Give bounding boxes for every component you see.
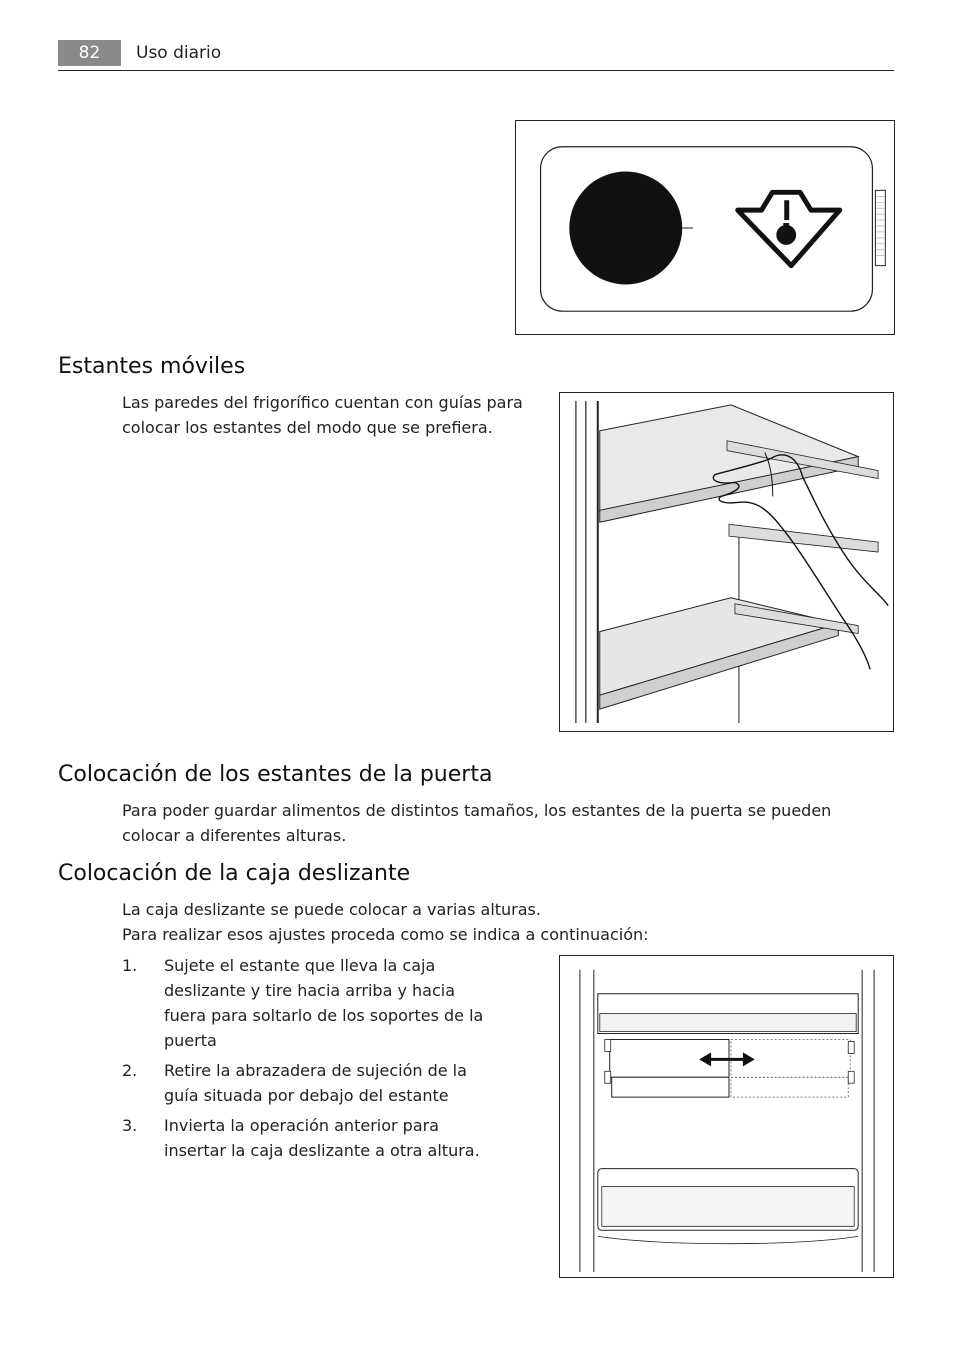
step-number: 3. — [122, 1116, 138, 1135]
control-panel-figure — [515, 120, 895, 335]
section-title-sliding-box: Colocación de la caja deslizante — [58, 861, 411, 886]
sliding-box-intro-1: La caja deslizante se puede colocar a varias alturas. — [122, 900, 541, 919]
shelves-figure — [559, 392, 894, 732]
control-knob — [569, 172, 682, 285]
header-divider — [58, 70, 894, 71]
step-number: 2. — [122, 1061, 138, 1080]
list-item — [122, 953, 502, 1053]
door-shelves-text: Para poder guardar alimentos de distintos tamaños, los estantes de la puerta se pueden colocar a diferentes alturas. — [122, 801, 832, 845]
step-text: Retire la abrazadera de sujeción de la guía situada por debajo del estante — [164, 1061, 467, 1105]
warning-triangle-icon — [738, 192, 840, 265]
shelves-illustration — [560, 393, 893, 731]
list-item — [122, 1113, 502, 1163]
sliding-box-illustration — [560, 956, 893, 1277]
section-title-door-shelves: Colocación de los estantes de la puerta — [58, 762, 493, 787]
page-number: 82 — [58, 40, 121, 66]
movable-shelves-text: Las paredes del frigorífico cuentan con guías para colocar los estantes del modo que se prefiera. — [122, 393, 523, 437]
sliding-box-intro-2: Para realizar esos ajustes proceda como se indica a continuación: — [122, 925, 649, 944]
sliding-box-figure — [559, 955, 894, 1278]
running-header: Uso diario — [136, 43, 222, 63]
section-title-movable-shelves: Estantes móviles — [58, 354, 246, 379]
step-number: 1. — [122, 956, 138, 975]
step-text: Invierta la operación anterior para insertar la caja deslizante a otra altura. — [164, 1116, 480, 1160]
list-item — [122, 1058, 502, 1108]
control-panel-illustration — [516, 121, 894, 334]
steps-list — [122, 953, 502, 1168]
step-text: Sujete el estante que lleva la caja deslizante y tire hacia arriba y hacia fuera para soltarlo de los soportes de la puerta — [164, 956, 484, 1050]
